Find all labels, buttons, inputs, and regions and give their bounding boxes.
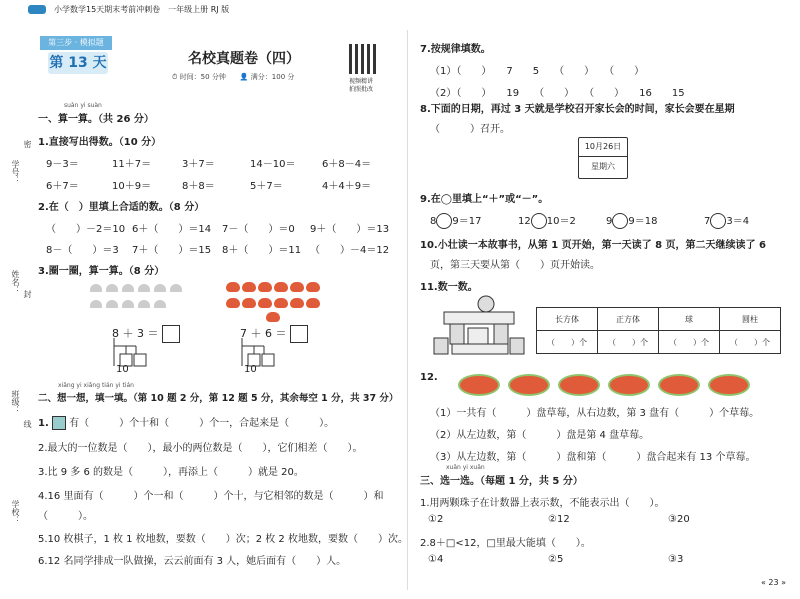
q3-ten-2: 10 (244, 364, 257, 375)
header-sphere: 球 (659, 308, 720, 331)
q4-1: 1. 有（ ）个十和（ ）个一，合起来是（ ）。 (38, 418, 335, 429)
sec3-pinyin: xuǎn yi xuǎn (446, 464, 485, 471)
q3-equation-2: 7 ＋ 6 ＝ (240, 325, 308, 343)
day-box (40, 36, 112, 76)
q13-option-1[interactable]: ①2 (428, 514, 444, 525)
q1-r1c5: 6＋8－4＝ (322, 159, 372, 170)
q4-2: 2.最大的一位数是（ ），最小的两位数是（ ），它们相差（ ）。 (38, 443, 363, 454)
q1-r1c3: 3＋7＝ (182, 159, 215, 170)
q1-heading: 1.直接写出得数。（10 分） (38, 137, 162, 148)
mark-seal-1: 密 (23, 140, 32, 148)
cell-cuboid[interactable]: （ ）个 (537, 331, 598, 354)
section-2-heading: 二、想一想，填一填。（第 10 题 2 分，第 12 题 5 分，其余每空 1 分，共 37 分） (38, 393, 399, 404)
column-divider (407, 30, 408, 590)
cell-sphere[interactable]: （ ）个 (659, 331, 720, 354)
day-tag: 第三步 · 模拟题 (40, 36, 112, 50)
section-1-heading: 一、算一算。（共 26 分） (38, 114, 154, 125)
label-name: 姓名： (11, 270, 20, 294)
q2-r1c2: 6＋（ ）＝14 (132, 224, 212, 235)
q12-3: （3）从左边数，第（ ）盘和第（ ）盘合起来有 13 个草莓。 (430, 452, 756, 463)
qr-code-icon (349, 44, 379, 74)
q10-line-1: 10.小壮读一本故事书，从第 1 页开始，第一天读了 8 页，第二天继续读了 6 (420, 240, 766, 251)
calendar-card (578, 137, 628, 179)
q14-option-3[interactable]: ③3 (668, 554, 684, 565)
q2-r2c4: （ ）－4＝12 (310, 245, 390, 256)
calendar-date: 10月26日 (579, 138, 627, 157)
q9-item-3: 9 9＝18 (606, 212, 657, 229)
q4-4b: （ ）。 (38, 511, 93, 522)
q2-r1c3: 7－（ ）＝0 (222, 224, 295, 235)
sec1-pinyin: suàn yi suàn (64, 102, 102, 109)
label-school: 学校： (11, 500, 20, 524)
q1-r1c1: 9－3＝ (46, 159, 79, 170)
page-number: « 23 » (760, 578, 786, 587)
header-cylinder: 圆柱 (720, 308, 781, 331)
binding-strip (0, 130, 30, 590)
q1-r2c1: 6＋7＝ (46, 181, 79, 192)
q4-5: 5.10 枚棋子，1 枚 1 枚地数，要数（ ）次；2 枚 2 枚地数，要数（ ）次。 (38, 534, 408, 545)
section-3-heading: 三、选一选。（每题 1 分，共 5 分） (420, 476, 583, 487)
mark-seal-2: 封 (23, 290, 32, 298)
q4-4a: 4.16 里面有（ ）个一和（ ）个十，与它相邻的数是（ ）和 (38, 491, 384, 502)
q11-shape-table (536, 307, 781, 354)
q7-row-2: （2）（ ） 19 （ ） （ ） 16 15 (430, 88, 685, 99)
q9-item-2: 12 10＝2 (518, 212, 576, 229)
q1-r2c3: 8＋8＝ (182, 181, 215, 192)
calendar-weekday: 星期六 (591, 162, 615, 171)
q10-line-2: 页，第三天要从第（ ）页开始读。 (430, 260, 600, 271)
block-stack-icon (430, 294, 526, 360)
q9-heading: 9.在◯里填上“＋”或“－”。 (420, 194, 549, 205)
q13-option-3[interactable]: ③20 (668, 514, 690, 525)
q2-r2c1: 8－（ ）＝3 (46, 245, 119, 256)
q13-option-2[interactable]: ②12 (548, 514, 570, 525)
q12-heading: 12. (420, 372, 438, 383)
header-cube: 正方体 (598, 308, 659, 331)
q3-heading: 3.圈一圈，算一算。（8 分） (38, 266, 165, 277)
label-class: 班级： (11, 390, 20, 414)
q13-question: 1.用两颗珠子在计数器上表示数，不能表示出（ ）。 (420, 498, 665, 509)
series-title: 小学数学15天期末考前冲刺卷 一年级上册 RJ 版 (54, 5, 230, 14)
q7-row-1: （1）（ ） 7 5 （ ） （ ） (430, 66, 645, 77)
cell-cylinder[interactable]: （ ）个 (720, 331, 781, 354)
q7-heading: 7.按规律填数。 (420, 44, 491, 55)
q1-r1c2: 11＋7＝ (112, 159, 152, 170)
q1-r2c5: 4＋4＋9＝ (322, 181, 372, 192)
page-title: 名校真题卷（四） (188, 51, 300, 67)
q2-r1c1: （ ）－2＝10 (46, 224, 126, 235)
q2-heading: 2.在（ ）里填上合适的数。（8 分） (38, 202, 205, 213)
q11-heading: 11.数一数。 (420, 282, 478, 293)
q1-r2c2: 10＋9＝ (112, 181, 152, 192)
header-bar (0, 0, 800, 18)
exam-meta: ⏱ 时间：50 分钟 👤 满分：100 分 (172, 73, 295, 81)
q4-6: 6.12 名同学排成一队做操，云云前面有 3 人，她后面有（ ）人。 (38, 556, 347, 567)
q8-line-1: 8.下面的日期，再过 3 天就是学校召开家长会的时间，家长会要在星期 (420, 104, 735, 115)
q2-r2c2: 7＋（ ）＝15 (132, 245, 212, 256)
q1-r1c4: 14－10＝ (250, 159, 296, 170)
q12-2: （2）从左边数，第（ ）盘是第 4 盘草莓。 (430, 430, 650, 441)
q14-question: 2.8＋□<12，□里最大能填（ ）。 (420, 538, 591, 549)
header-cuboid: 长方体 (537, 308, 598, 331)
q2-r1c4: 9＋（ ）＝13 (310, 224, 390, 235)
mark-seal-3: 线 (23, 420, 32, 428)
q2-r2c3: 8＋（ ）＝11 (222, 245, 302, 256)
q3-ten-1: 10 (116, 364, 129, 375)
label-student-id: 学号： (11, 160, 20, 184)
q4-3: 3.比 9 多 6 的数是（ ），再添上（ ）就是 20。 (38, 467, 304, 478)
qr-caption: 视频精讲 拍照批改 (349, 78, 374, 93)
day-label: 第 13 天 (48, 52, 108, 74)
sec2-pinyin: xiǎng yi xiǎng tián yi tián (58, 382, 134, 389)
q12-1: （1）一共有（ ）盘草莓，从右边数，第 3 盘有（ ）个草莓。 (430, 408, 760, 419)
q9-item-4: 7 3＝4 (704, 212, 749, 229)
q14-option-2[interactable]: ②5 (548, 554, 564, 565)
cell-cube[interactable]: （ ）个 (598, 331, 659, 354)
q9-item-1: 8 9＝17 (430, 212, 481, 229)
q14-option-1[interactable]: ①4 (428, 554, 444, 565)
q3-equation-1: 8 ＋ 3 ＝ (112, 325, 180, 343)
q8-line-2: （ ）召开。 (430, 124, 510, 135)
q1-r2c4: 5＋7＝ (250, 181, 283, 192)
series-badge (28, 5, 46, 14)
